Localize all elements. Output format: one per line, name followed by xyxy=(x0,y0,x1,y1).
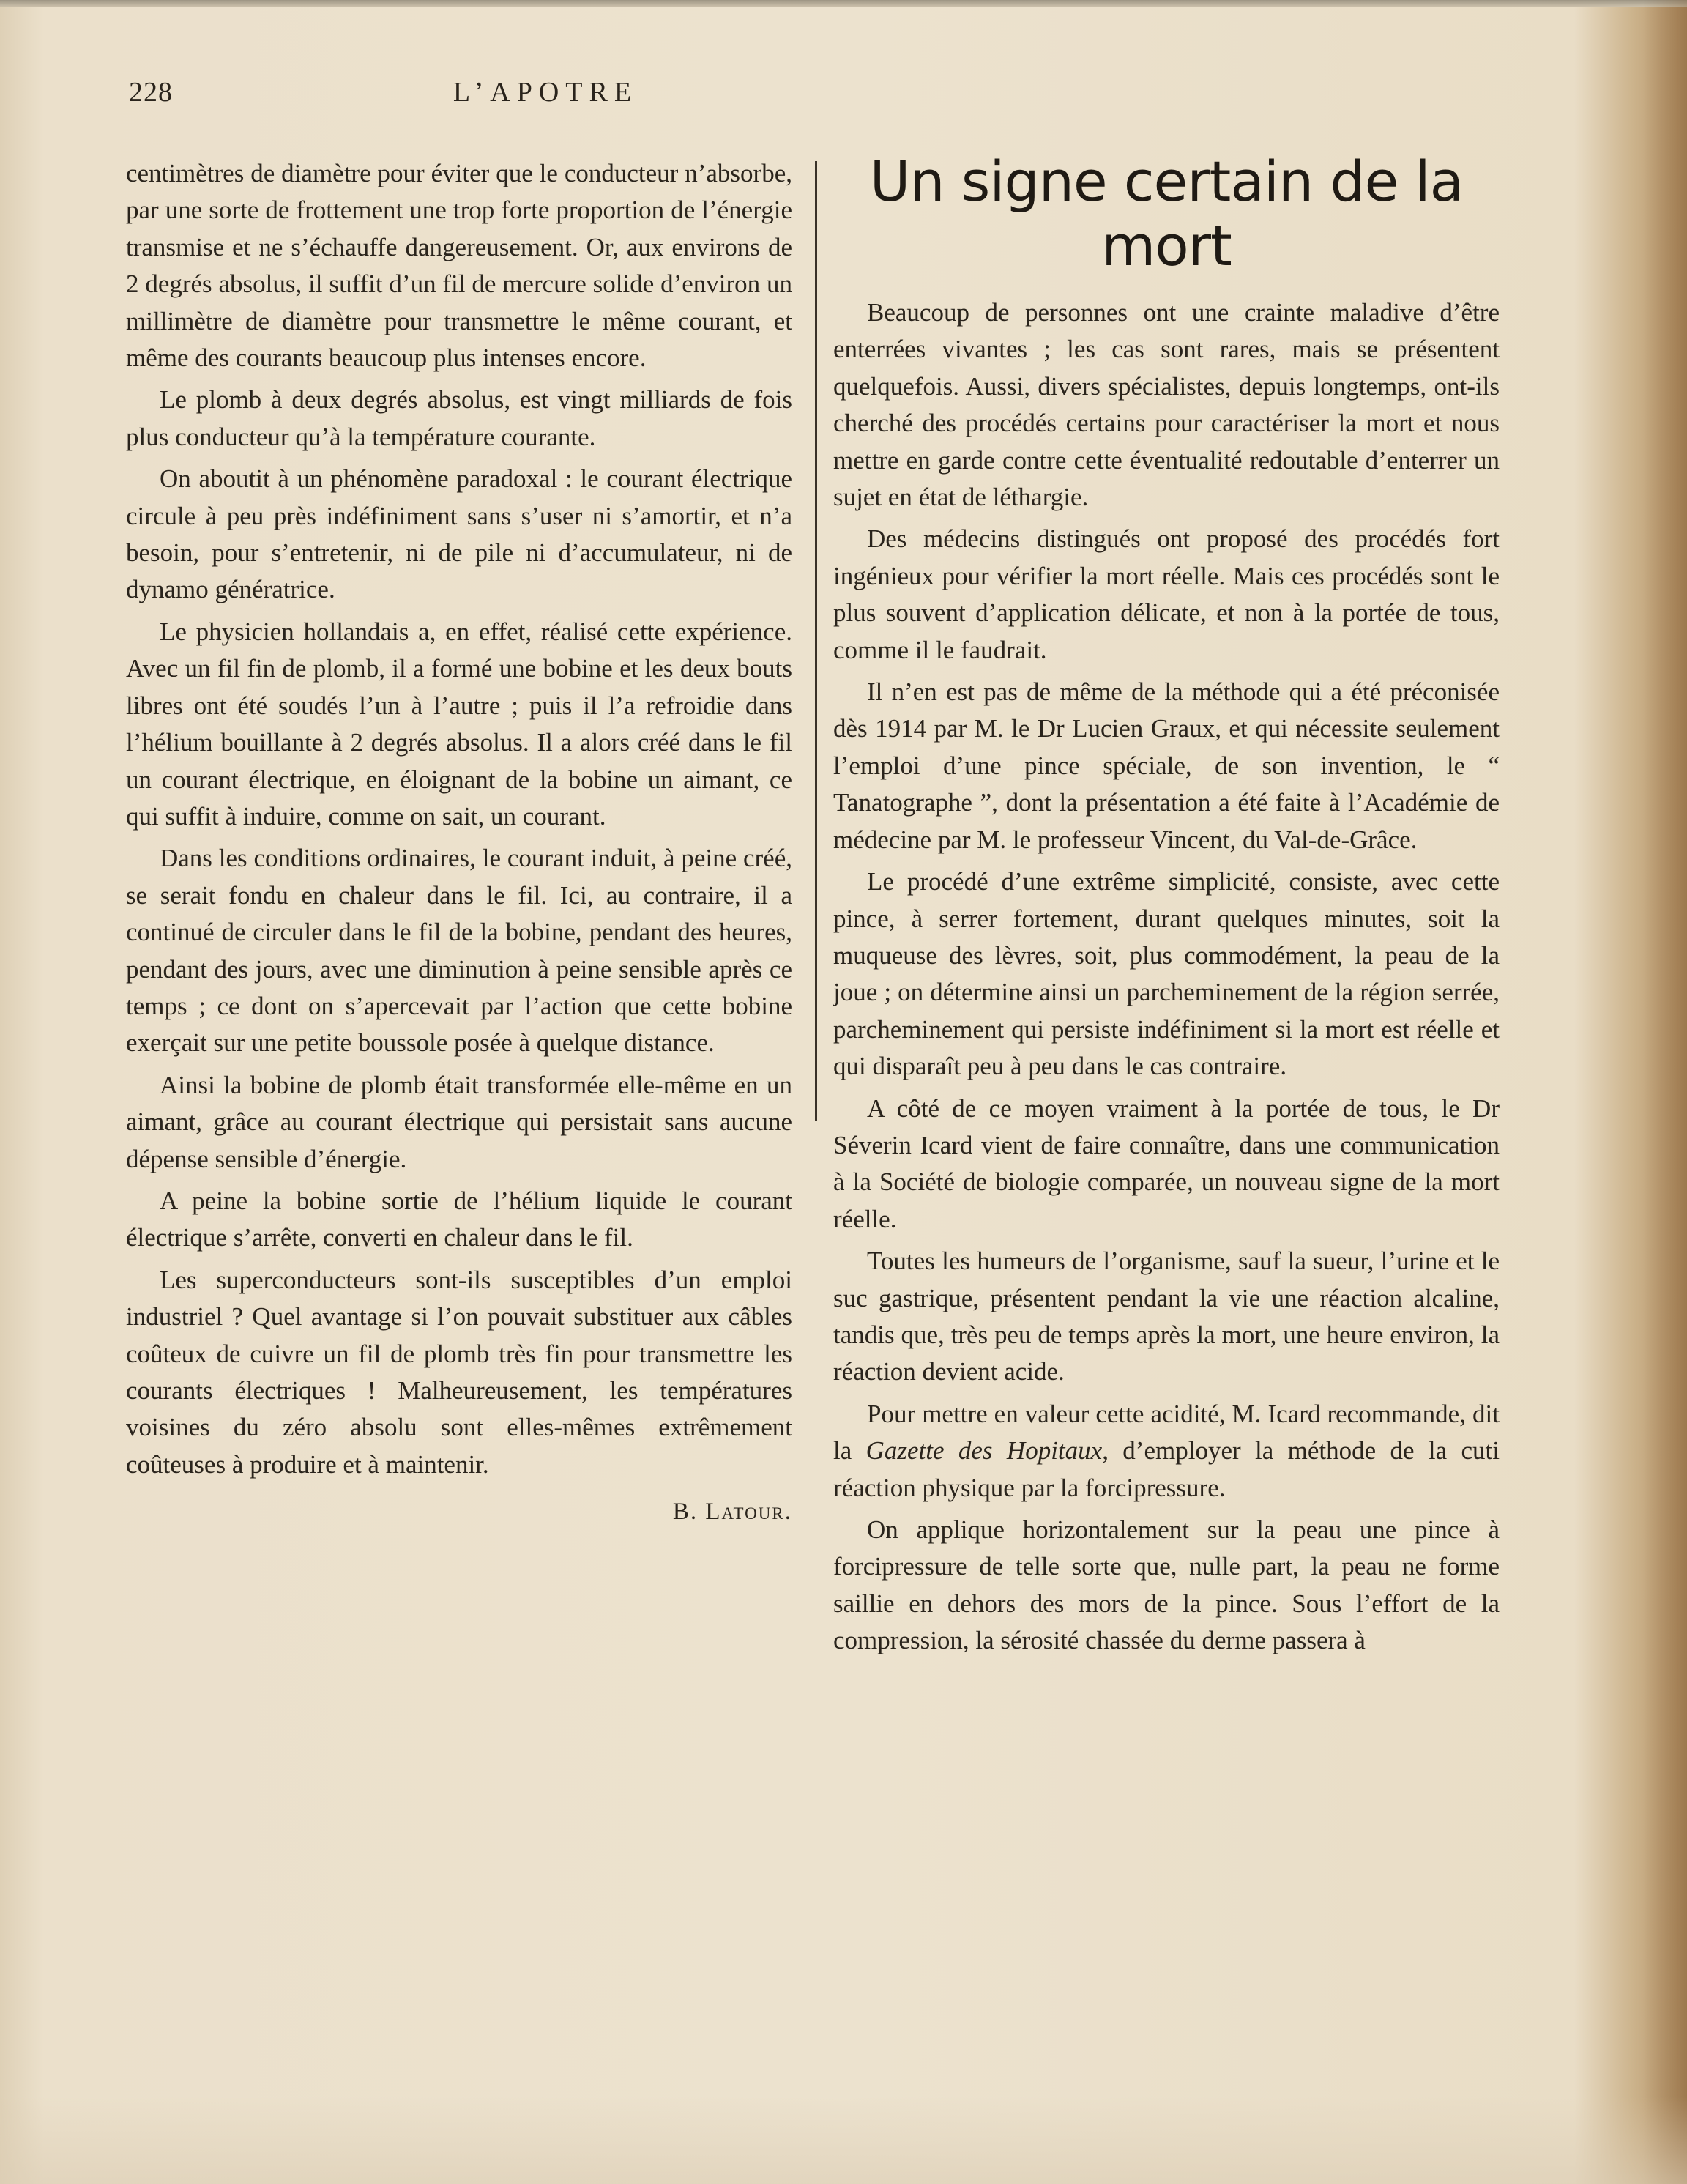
right-column xyxy=(833,149,1500,1665)
left-paragraph: Dans les conditions ordinaires, le courant induit, à peine créé, se serait fondu en chaleur dans le fil. Ici, au contraire, il a continué de circuler dans le fil de la bobine, pendant des heures, pendant des jours, avec une diminution à peine sensible après ce temps ; ce dont on s’apercevait par l’action que cette bobine exerçait sur une petite boussole posée à quelque distance. xyxy=(126,844,792,1058)
right-paragraph: On applique horizontalement sur la peau une pince à forcipressure de telle sorte que, nulle part, la peau ne forme saillie en dehors des mors de la pince. Sous l’effort de la compression, la sérosité chassée du derme passera à xyxy=(833,1515,1500,1655)
right-paragraph: Toutes les humeurs de l’organisme, sauf la sueur, l’urine et le suc gastrique, présentent pendant la vie une réaction alcaline, tandis que, très peu de temps après la mort, une heure environ, la réaction devient acide. xyxy=(833,1247,1500,1386)
author-name: B. Latour. xyxy=(672,1498,792,1526)
article-title: Un signe certain de la mort xyxy=(869,149,1464,278)
page-header xyxy=(110,76,923,120)
right-paragraph xyxy=(833,1396,1500,1507)
column-divider xyxy=(815,161,817,1121)
right-paragraph: Des médecins distingués ont proposé des procédés fort ingénieux pour vérifier la mort réelle. Mais ces procédés sont le plus souvent d’application délicate, et non à la portée de tous, comme il le faudrait. xyxy=(833,524,1500,664)
right-paragraph: Il n’en est pas de même de la méthode qui a été préconisée dès 1914 par M. le Dr Lucien Graux, et qui nécessite seulement l’emploi d’une pince spéciale, de son invention, le “ Tanatographe ”, dont la présentation a été faite à l’Académie de médecine par M. le professeur Vincent, du Val-de-Grâce. xyxy=(833,677,1500,854)
page-top-edge xyxy=(0,0,1687,7)
left-paragraph: Le physicien hollandais a, en effet, réalisé cette expérience. Avec un fil fin de plomb, il a formé une bobine et les deux bouts libres ont été soudés l’un à l’autre ; puis il l’a refroidie dans l’hélium bouillante à 2 degrés absolus. Il a alors créé dans le fil un courant électrique, en éloignant de la bobine un aimant, ce qui suffit à induire, comme on sait, un courant. xyxy=(126,617,792,831)
left-paragraph: Ainsi la bobine de plomb était transformée elle-même en un aimant, grâce au courant électrique qui persistait sans aucune dépense sensible d’énergie. xyxy=(126,1070,792,1173)
page-bottom-margin xyxy=(0,2096,1687,2184)
paragraph-text: , d’employer la méthode de la cuti réaction physique par la forcipressure. xyxy=(833,1436,1500,1502)
left-paragraph: A peine la bobine sortie de l’hélium liquide le courant électrique s’arrête, converti en chaleur dans le fil. xyxy=(126,1186,792,1252)
page-number: 228 xyxy=(129,77,173,108)
binding-shadow xyxy=(1643,0,1687,2184)
journal-title: Gazette des Hopitaux xyxy=(865,1436,1103,1466)
left-paragraph: Le plomb à deux degrés absolus, est vingt milliards de fois plus conducteur qu’à la température courante. xyxy=(126,385,792,451)
right-paragraph: Le procédé d’une extrême simplicité, consiste, avec cette pince, à serrer fortement, durant quelques minutes, soit la muqueuse des lèvres, soit, plus commodément, la peau de la joue ; on détermine ainsi un parcheminement de la région serrée, parcheminement qui persiste indéfiniment si la mort est réelle et qui disparaît peu à peu dans le cas contraire. xyxy=(833,867,1500,1081)
left-paragraph: Les superconducteurs sont-ils susceptibles d’un emploi industriel ? Quel avantage si l’on pouvait substituer aux câbles coûteux de cuivre un fil de plomb très fin pour transmettre les courants électriques ! Malheureusement, les températures voisines du zéro absolu sont elles-mêmes extrêmement coûteuses à produire et à maintenir. xyxy=(126,1265,792,1479)
left-paragraph: centimètres de diamètre pour éviter que le conducteur n’absorbe, par une sorte de frottement une trop forte proportion de l’énergie transmise et ne s’échauffe dangereusement. Or, aux environs de 2 degrés absolus, il suffit d’un fil de mercure solide d’environ un millimètre de diamètre pour transmettre le même courant, et même des courants beaucoup plus intenses encore. xyxy=(126,159,792,373)
left-paragraph: On aboutit à un phénomène paradoxal : le courant électrique circule à peu près indéfiniment sans s’user ni s’amortir, et n’a besoin, pour s’entretenir, ni de pile ni d’accumulateur, ni de dynamo génératrice. xyxy=(126,464,792,604)
author-signature xyxy=(126,1493,792,1530)
paragraph-text: Pour mettre en valeur cette acidité, M. Icard recommande, dit la xyxy=(833,1399,1500,1466)
running-title: L’APOTRE xyxy=(453,77,638,108)
right-paragraph: Beaucoup de personnes ont une crainte maladive d’être enterrées vivantes ; les cas sont rares, mais se présentent quelquefois. Aussi, divers spécialistes, depuis longtemps, ont-ils cherché des procédés certains pour caractériser la mort et nous mettre en garde contre cette éventualité redoutable d’enterrer un sujet en état de léthargie. xyxy=(833,298,1500,512)
left-column xyxy=(126,155,792,1531)
right-paragraph: A côté de ce moyen vraiment à la portée de tous, le Dr Séverin Icard vient de faire connaître, dans une communication à la Société de biologie comparée, un nouveau signe de la mort réelle. xyxy=(833,1093,1500,1233)
